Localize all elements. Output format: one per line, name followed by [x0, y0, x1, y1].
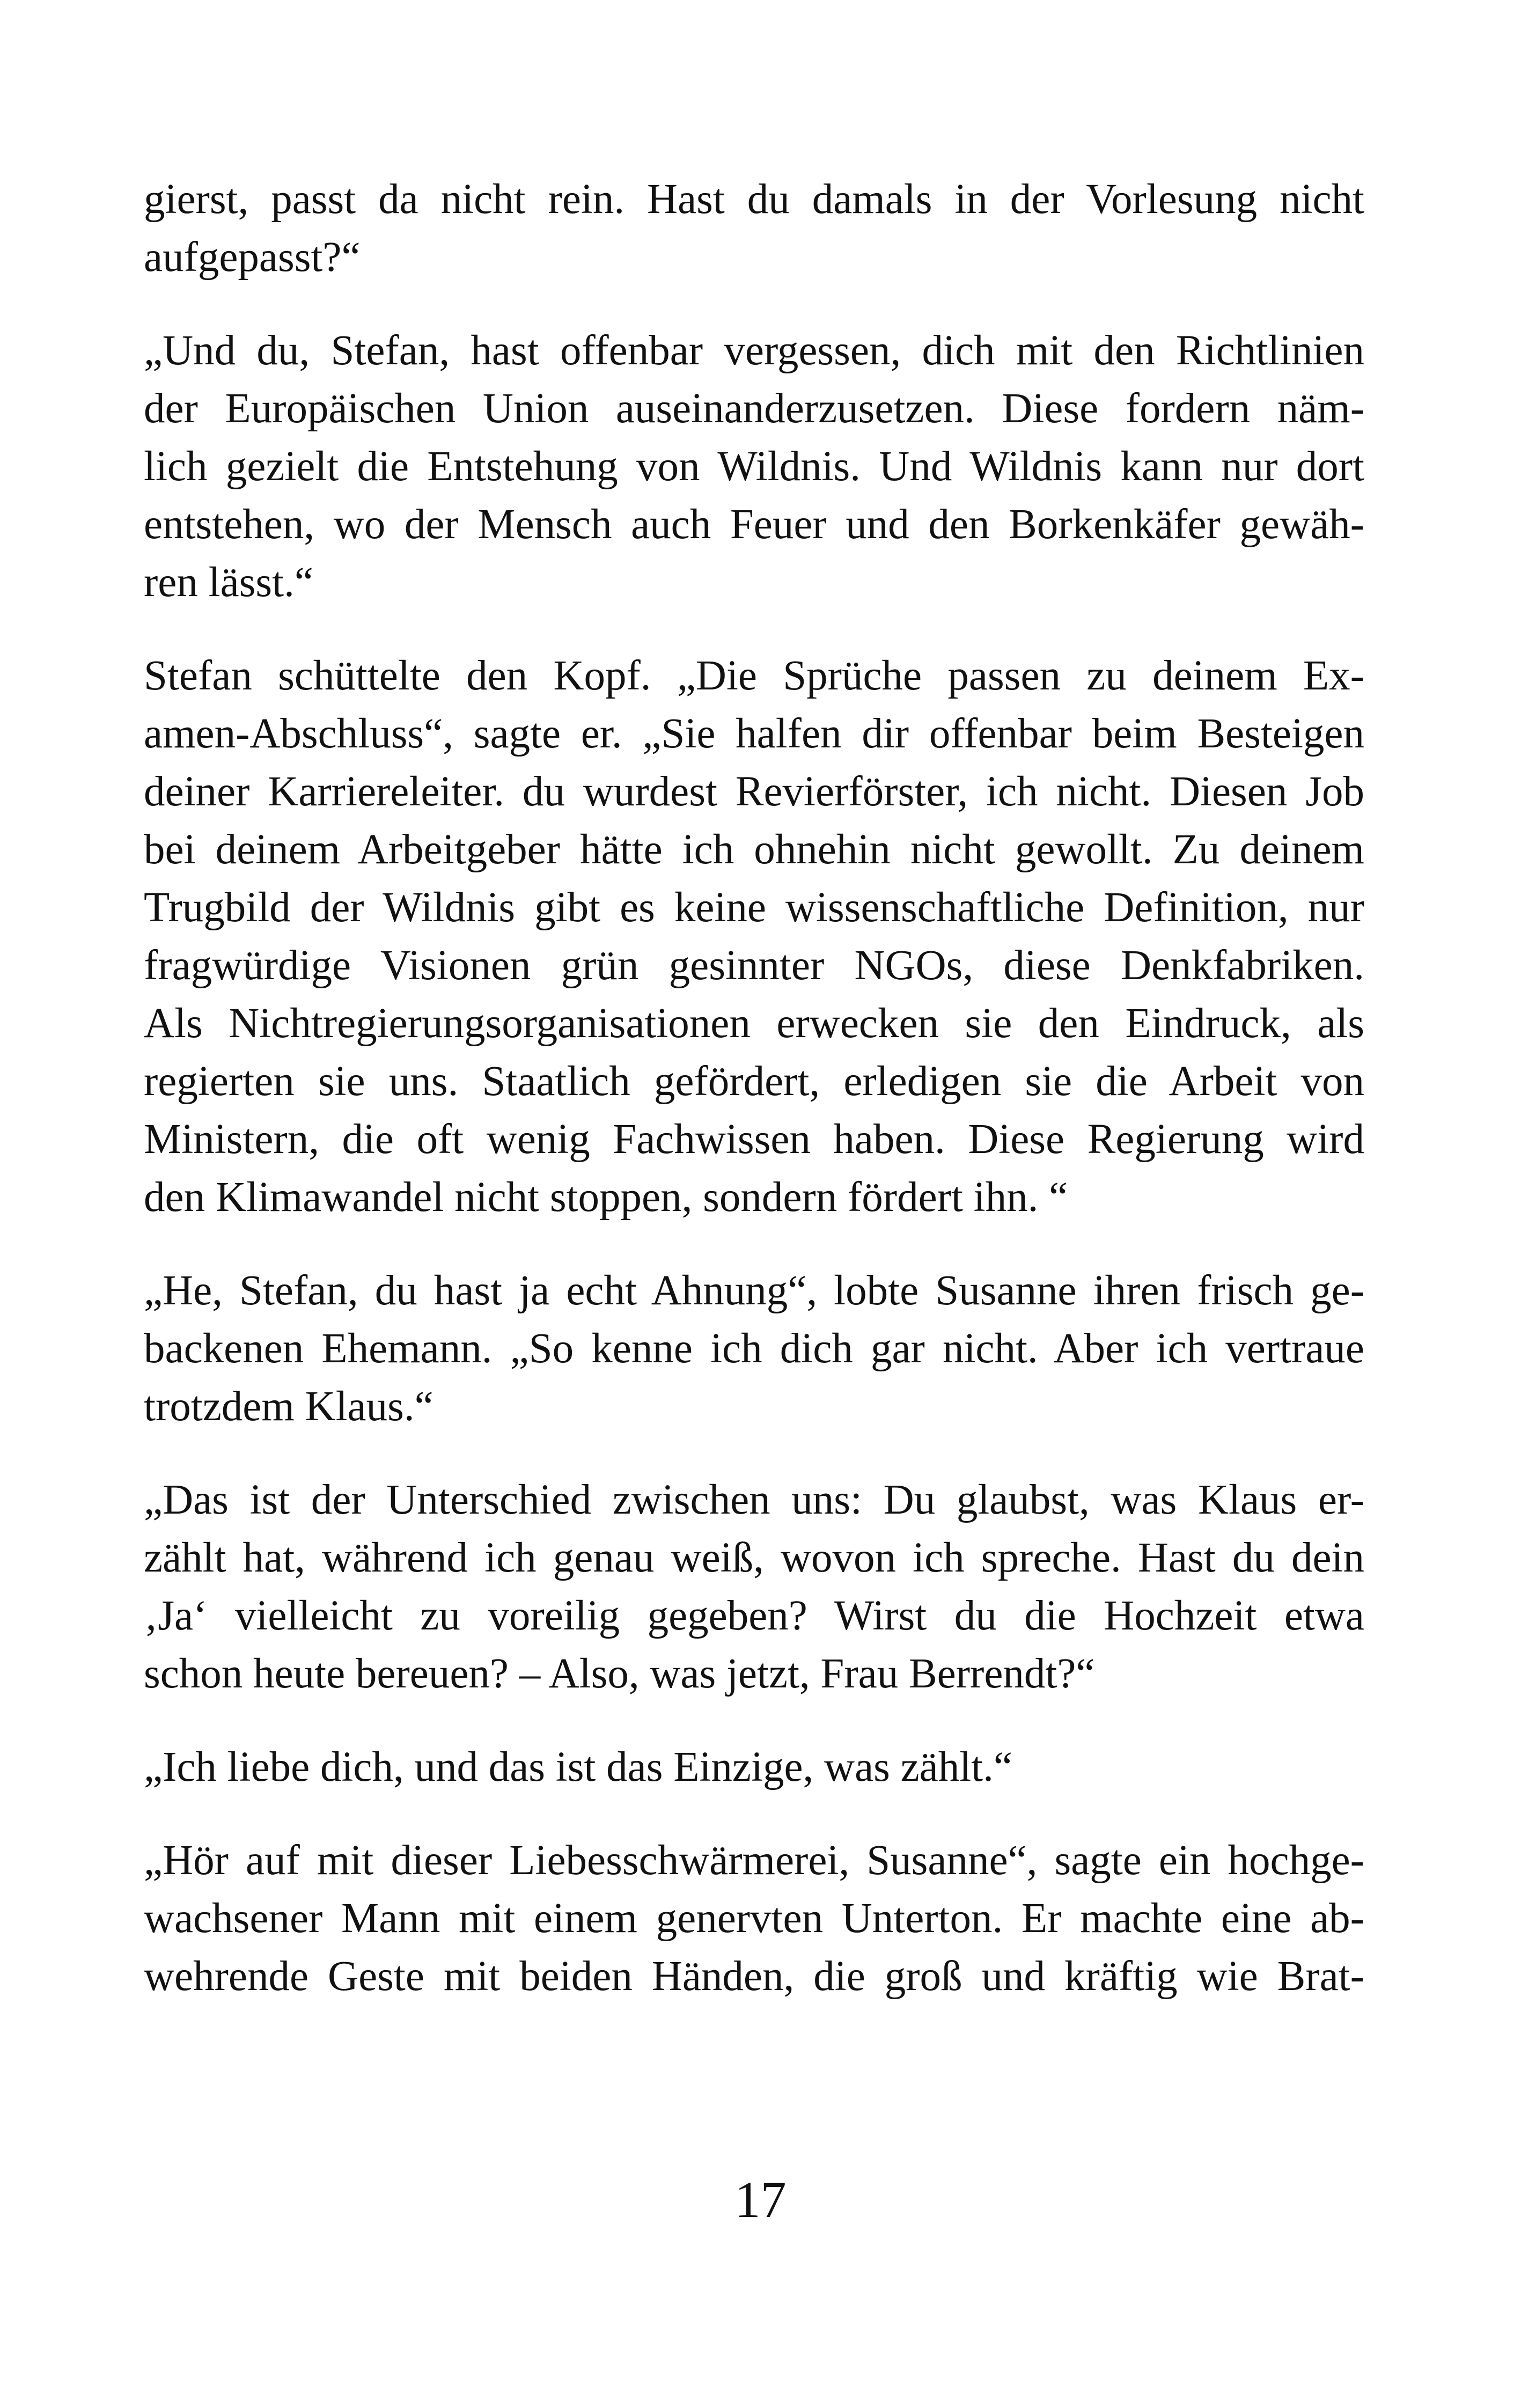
text-line: der Europäischen Union auseinanderzusetzen. Diese fordern näm- [144, 385, 1364, 432]
text-line: ‚Ja‘ vielleicht zu voreilig gegeben? Wirst du die Hochzeit etwa [144, 1592, 1364, 1639]
text-line: „Das ist der Unterschied zwischen uns: Du glaubst, was Klaus er- [144, 1477, 1364, 1523]
text-line: „Hör auf mit dieser Liebesschwärmerei, Susanne“, sagte ein hochge- [144, 1837, 1364, 1884]
text-line: fragwürdige Visionen grün gesinnter NGOs, diese Denkfabriken. [144, 942, 1364, 989]
text-line: „Und du, Stefan, hast offenbar vergessen, dich mit den Richtlinien [144, 327, 1364, 374]
paragraph [144, 647, 1364, 1227]
text-line: „He, Stefan, du hast ja echt Ahnung“, lobte Susanne ihren frisch ge- [144, 1267, 1364, 1314]
text-line: den Klimawandel nicht stoppen, sondern fördert ihn. “ [144, 1174, 1068, 1221]
paragraph [144, 1262, 1364, 1436]
paragraph [144, 1471, 1364, 1703]
text-line: aufgepasst?“ [144, 234, 361, 281]
body-text [144, 171, 1364, 2041]
text-line: Als Nichtregierungsorganisationen erwecken sie den Eindruck, als [144, 1000, 1364, 1047]
text-line: trotzdem Klaus.“ [144, 1383, 433, 1430]
text-line: Ministern, die oft wenig Fachwissen haben. Diese Regierung wird [144, 1116, 1364, 1163]
text-line: Trugbild der Wildnis gibt es keine wissenschaftliche Definition, nur [144, 884, 1364, 931]
text-line: gierst, passt da nicht rein. Hast du damals in der Vorlesung nicht [144, 176, 1364, 223]
text-line: backenen Ehemann. „So kenne ich dich gar nicht. Aber ich vertraue [144, 1325, 1364, 1372]
text-line: deiner Karriereleiter. du wurdest Revierförster, ich nicht. Diesen Job [144, 768, 1364, 815]
text-line: Stefan schüttelte den Kopf. „Die Sprüche passen zu deinem Ex- [144, 652, 1364, 699]
text-line: „Ich liebe dich, und das ist das Einzige, was zählt.“ [144, 1744, 1012, 1790]
text-line: wachsener Mann mit einem genervten Unterton. Er machte eine ab- [144, 1895, 1364, 1942]
paragraph [144, 1832, 1364, 2006]
text-line: ren lässt.“ [144, 559, 313, 606]
text-line: lich gezielt die Entstehung von Wildnis. Und Wildnis kann nur dort [144, 443, 1364, 490]
text-line: amen-Abschluss“, sagte er. „Sie halfen dir offenbar beim Besteigen [144, 710, 1364, 757]
paragraph [144, 322, 1364, 612]
paragraph [144, 171, 1364, 287]
text-line: bei deinem Arbeitgeber hätte ich ohnehin nicht gewollt. Zu deinem [144, 826, 1364, 873]
paragraph [144, 1738, 1364, 1796]
text-line: entstehen, wo der Mensch auch Feuer und den Borkenkäfer gewäh- [144, 501, 1364, 548]
text-line: regierten sie uns. Staatlich gefördert, erledigen sie die Arbeit von [144, 1058, 1364, 1105]
text-line: zählt hat, während ich genau weiß, wovon ich spreche. Hast du dein [144, 1535, 1364, 1581]
text-line: wehrende Geste mit beiden Händen, die groß und kräftig wie Brat- [144, 1953, 1364, 2000]
page-number: 17 [734, 2171, 787, 2228]
text-line: schon heute bereuen? – Also, was jetzt, Frau Berrendt?“ [144, 1650, 1095, 1697]
